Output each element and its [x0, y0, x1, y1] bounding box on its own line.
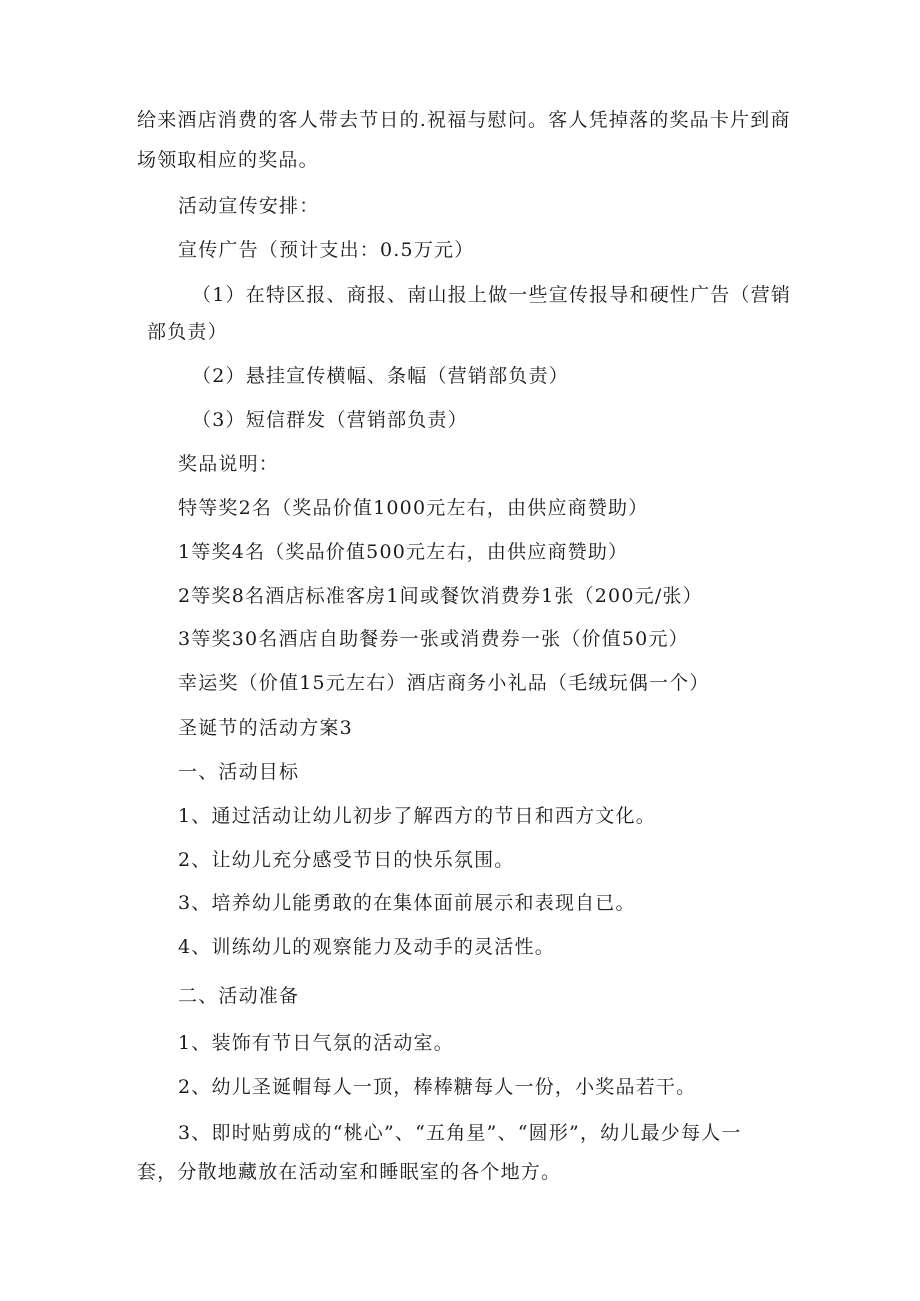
text-line-5: （1）在特区报、商报、南山报上做一些宣传报导和硬性广告（营销 — [192, 284, 792, 306]
text-line-15: 圣诞节的活动方案3 — [178, 717, 353, 739]
text-line-3: 活动宣传安排： — [178, 195, 320, 217]
text-line-25: 套，分散地藏放在活动室和睡眠室的各个地方。 — [137, 1161, 562, 1183]
text-line-24: 3、即时贴剪成的“桃心”、“五角星”、“圆形”，幼儿最少每人一 — [178, 1122, 742, 1144]
text-line-10: 特等奖2名（奖品价值1000元左右，由供应商赞助） — [178, 497, 649, 519]
text-line-2: 场领取相应的奖品。 — [137, 149, 319, 171]
text-line-11: 1等奖4名（奖品价值500元左右，由供应商赞助） — [178, 541, 629, 563]
text-line-18: 2、让幼儿充分感受节日的快乐氛围。 — [178, 849, 515, 871]
text-line-14: 幸运奖（价值15元左右）酒店商务小礼品（毛绒玩偶一个） — [178, 672, 710, 694]
text-line-7: （2）悬挂宣传横幅、条幅（营销部负责） — [192, 365, 569, 387]
text-line-21: 二、活动准备 — [178, 985, 300, 1007]
text-line-8: （3）短信群发（营销部负责） — [192, 409, 468, 431]
text-line-22: 1、装饰有节日气氛的活动室。 — [178, 1032, 454, 1054]
text-line-17: 1、通过活动让幼儿初步了解西方的节日和西方文化。 — [178, 805, 656, 827]
text-line-16: 一、活动目标 — [178, 761, 300, 783]
text-line-1: 给来酒店消费的客人带去节日的.祝福与慰问。客人凭掉落的奖品卡片到商 — [137, 109, 791, 131]
text-line-19: 3、培养幼儿能勇敢的在集体面前展示和表现自已。 — [178, 892, 636, 914]
text-line-6: 部负责） — [147, 321, 228, 343]
text-line-13: 3等奖30名酒店自助餐券一张或消费券一张（价值50元） — [178, 628, 689, 650]
text-line-23: 2、幼儿圣诞帽每人一顶，棒棒糖每人一份，小奖品若干。 — [178, 1076, 697, 1098]
text-line-9: 奖品说明： — [178, 453, 280, 475]
text-line-20: 4、训练幼儿的观察能力及动手的灵活性。 — [178, 936, 555, 958]
text-line-12: 2等奖8名酒店标准客房1间或餐饮消费券1张（200元/张） — [178, 585, 703, 607]
text-line-4: 宣传广告（预计支出：0.5万元） — [178, 239, 475, 261]
